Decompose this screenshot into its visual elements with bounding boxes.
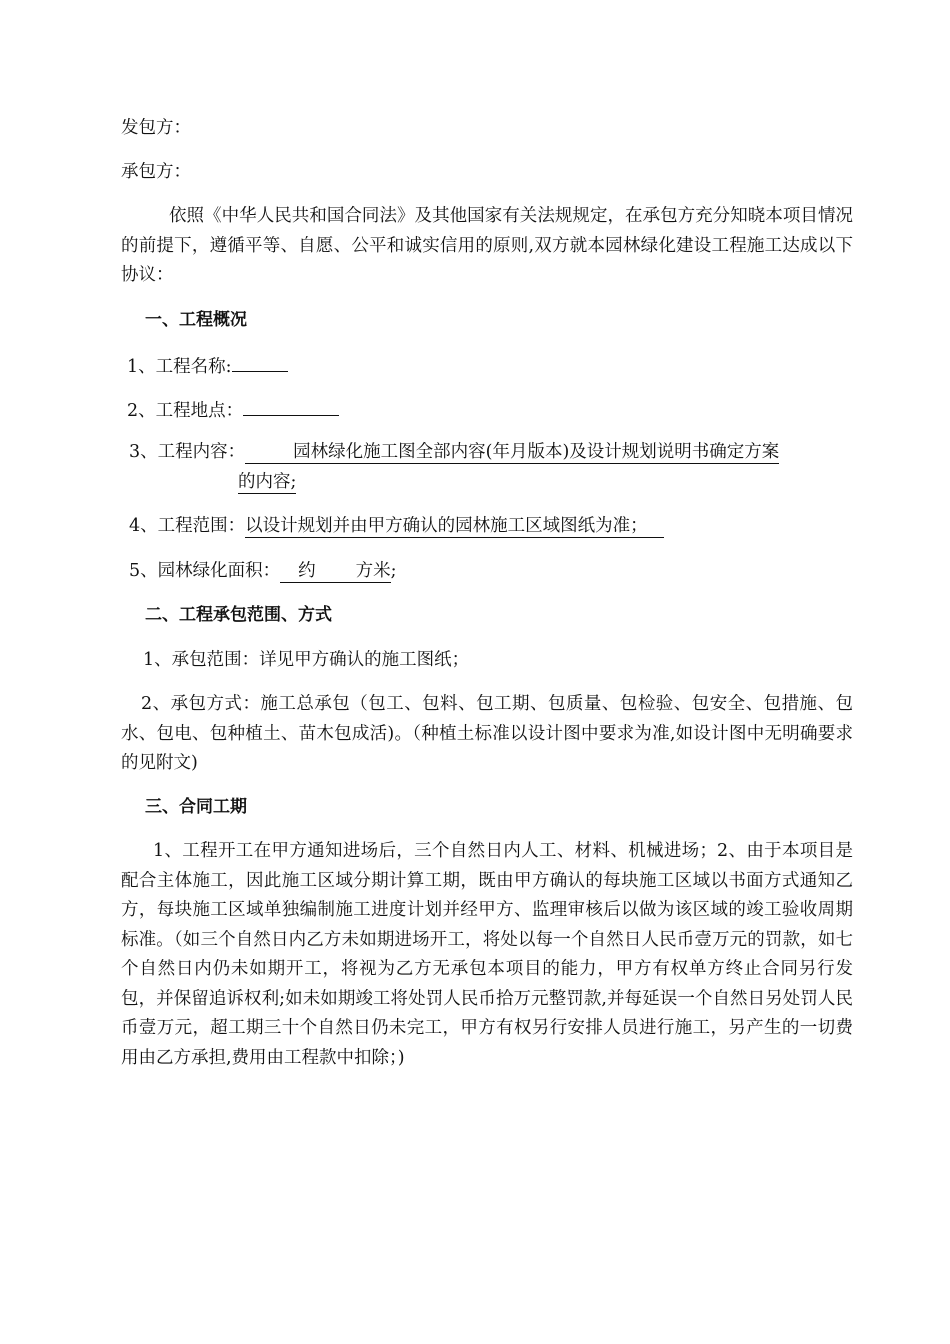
green-area-suffix: ; — [390, 561, 397, 581]
green-area-value: 约 方米 — [280, 561, 391, 583]
section2-title: 二、工程承包范围、方式 — [145, 605, 332, 625]
green-area-label: 5、园林绿化面积： — [129, 561, 281, 581]
project-content-value-line1: 园林绿化施工图全部内容(年月版本)及设计规划说明书确定方案 — [245, 442, 779, 464]
employer-label: 发包方： — [121, 118, 191, 138]
intro-paragraph: 依照《中华人民共和国合同法》及其他国家有关法规规定，在承包方充分知晓本项目情况的前提下，遵循平等、自愿、公平和诚实信用的原则,双方就本园林绿化建设工程施工达成以下协议： — [121, 206, 853, 285]
project-location-label: 2、工程地点： — [127, 401, 244, 421]
project-scope-row — [129, 515, 664, 537]
project-content-row — [129, 441, 779, 463]
project-scope-label: 4、工程范围： — [129, 516, 246, 536]
project-content-line2-row — [238, 471, 296, 493]
contractor-label: 承包方： — [121, 162, 191, 182]
project-name-label: 1、工程名称: — [127, 357, 232, 377]
project-content-label: 3、工程内容： — [129, 442, 246, 462]
contract-period-paragraph: 1、工程开工在甲方通知进场后，三个自然日内人工、材料、机械进场；2、由于本项目是配合主体施工，因此施工区域分期计算工期，既由甲方确认的每块施工区域以书面方式通知乙方，每块施工区域单独编制施工进度计划并经甲方、监理审核后以做为该区域的竣工验收周期标准。（如三个自然日内乙方未如期进场开工，将处以每一个自然日人民币壹万元的罚款，如七个自然日内仍未如期开工，将视为乙方无承包本项目的能力，甲方有权单方终止合同另行发包，并保留追诉权利;如未如期竣工将处罚人民币拾万元整罚款,并每延误一个自然日另处罚人民币壹万元，超工期三十个自然日仍未完工，甲方有权另行安排人员进行施工，另产生的一切费用由乙方承担,费用由工程款中扣除；) — [121, 841, 853, 1068]
project-scope-value: 以设计规划并由甲方确认的园林施工区域图纸为准； — [245, 516, 664, 538]
project-location-row — [127, 397, 339, 422]
contract-scope-item: 1、承包范围：详见甲方确认的施工图纸； — [143, 650, 470, 670]
project-name-row — [127, 353, 288, 378]
project-location-blank — [243, 397, 339, 416]
project-content-value-line2: 的内容; — [238, 472, 297, 492]
section1-title: 一、工程概况 — [145, 310, 247, 330]
project-name-blank — [232, 353, 288, 372]
section3-title: 三、合同工期 — [145, 797, 247, 817]
contract-method-paragraph: 2、承包方式：施工总承包（包工、包料、包工期、包质量、包检验、包安全、包措施、包水、包电、包种植土、苗木包成活)。（种植土标准以设计图中要求为准,如设计图中无明确要求的见附文) — [121, 694, 853, 773]
green-area-row — [129, 560, 397, 582]
